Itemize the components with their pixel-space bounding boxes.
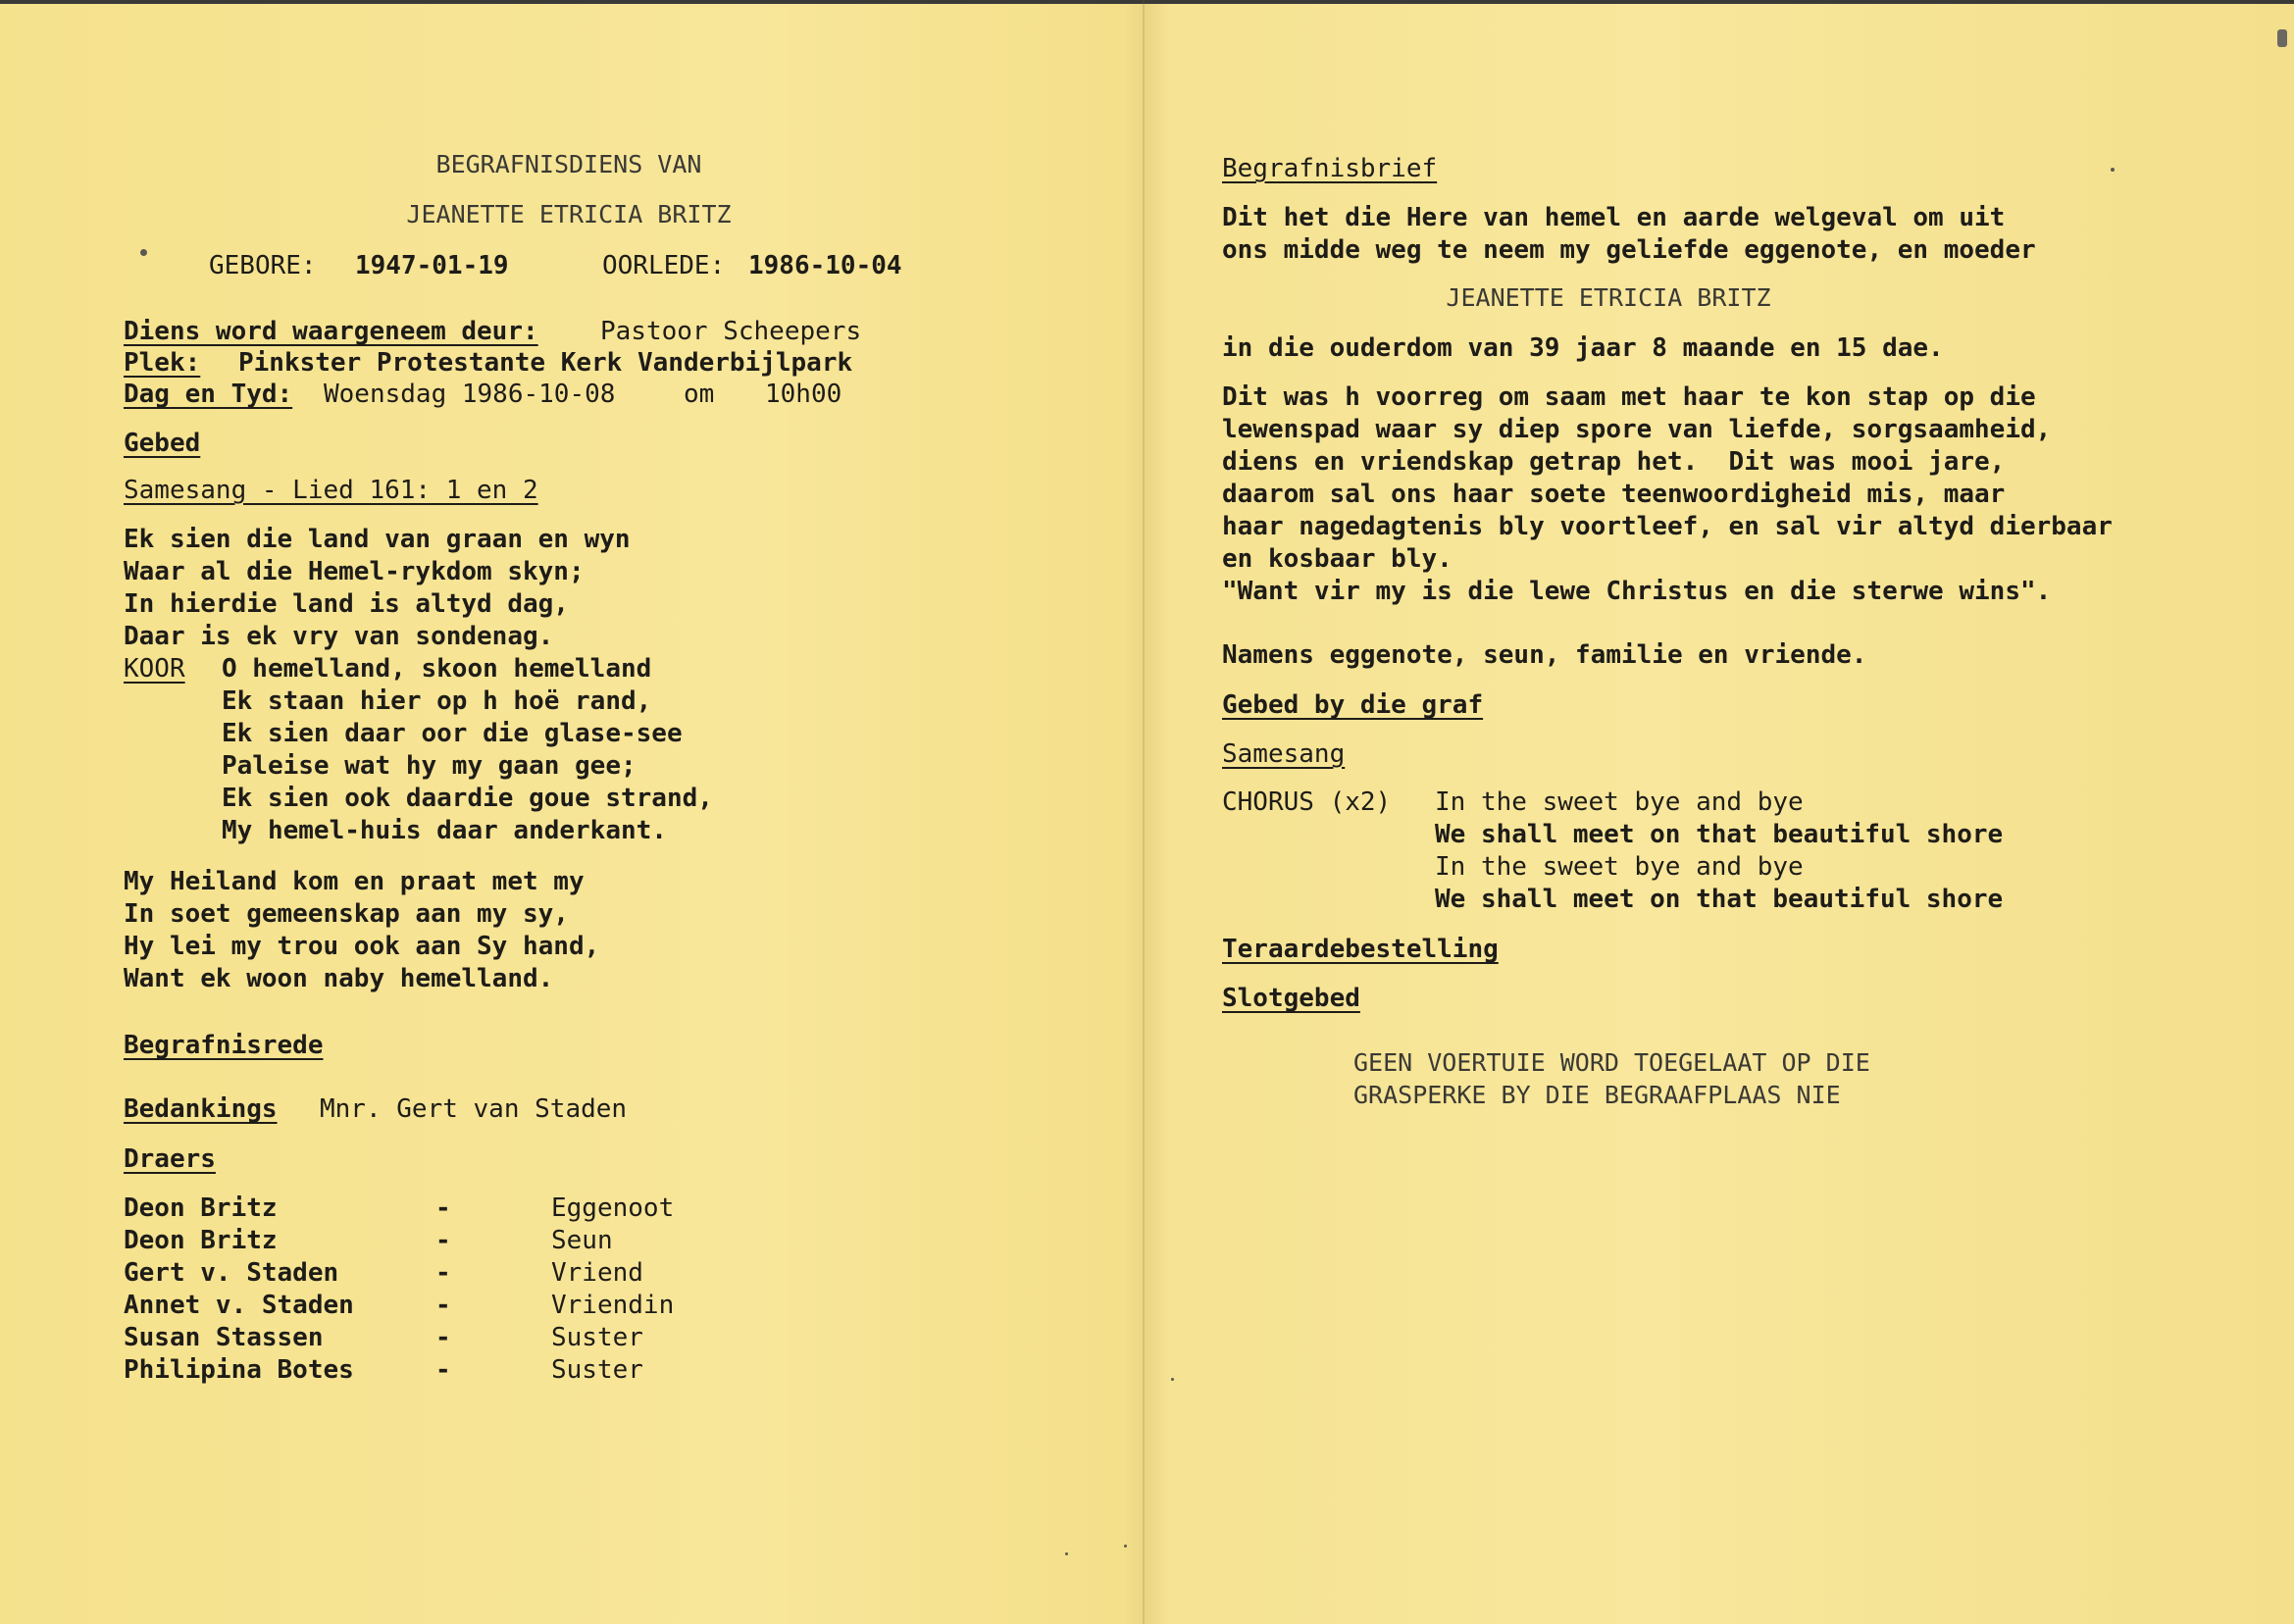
burial-heading: Teraardebestelling xyxy=(1222,935,1499,964)
chorus-line: My hemel-huis daar anderkant. xyxy=(222,816,667,845)
speck xyxy=(2111,168,2115,172)
place-value: Pinkster Protestante Kerk Vanderbijlpark xyxy=(238,348,853,378)
grave-prayer-heading: Gebed by die graf xyxy=(1222,690,1484,720)
letter-body-line: en kosbaar bly. xyxy=(1222,544,1453,574)
service-day: Woensdag 1986-10-08 xyxy=(324,380,616,409)
bearer-name: Philipina Botes xyxy=(124,1355,354,1385)
died-date: 1986-10-04 xyxy=(748,251,902,280)
age-line: in die ouderdom van 39 jaar 8 maande en 15 dae. xyxy=(1222,333,1944,363)
bearer-role: Vriend xyxy=(551,1258,643,1288)
bearer-role: Suster xyxy=(551,1323,643,1352)
center-fold xyxy=(1143,0,1145,1624)
thanks-label: Bedankings xyxy=(124,1094,278,1124)
letter-body-line: lewenspad waar sy diep spore van liefde, sorgsaamheid, xyxy=(1222,415,2052,444)
letter-body-line: haar nagedagtenis bly voortleef, en sal vir altyd dierbaar xyxy=(1222,512,2113,541)
verse-line: Waar al die Hemel-rykdom skyn; xyxy=(124,557,585,586)
bearer-role: Vriendin xyxy=(551,1291,675,1320)
closing-prayer-heading: Slotgebed xyxy=(1222,984,1360,1013)
speck xyxy=(1124,1545,1127,1548)
verse-line: In hierdie land is altyd dag, xyxy=(124,589,569,619)
service-time: 10h00 xyxy=(765,380,842,409)
bearer-role: Eggenoot xyxy=(551,1193,675,1223)
bearer-role: Seun xyxy=(551,1226,613,1255)
bearer-dash: - xyxy=(435,1291,451,1320)
service-title: BEGRAFNISDIENS VAN xyxy=(435,150,702,178)
verse-line: Want ek woon naby hemelland. xyxy=(124,964,554,993)
hymn-heading: Samesang - Lied 161: 1 en 2 xyxy=(124,476,538,505)
letter-body-line: "Want vir my is die lewe Christus en die sterwe wins". xyxy=(1222,577,2052,606)
letter-name: JEANETTE ETRICIA BRITZ xyxy=(1446,283,1771,312)
speck xyxy=(140,249,147,256)
bearer-name: Deon Britz xyxy=(124,1193,278,1223)
datetime-label: Dag en Tyd: xyxy=(124,380,293,409)
chorus-line: Ek staan hier op h hoë rand, xyxy=(222,686,652,716)
letter-heading: Begrafnisbrief xyxy=(1222,154,1438,183)
deceased-name: JEANETTE ETRICIA BRITZ xyxy=(406,200,732,228)
bearer-role: Suster xyxy=(551,1355,643,1385)
notice-line: GRASPERKE BY DIE BEGRAAFPLAAS NIE xyxy=(1353,1081,1841,1109)
prayer-heading: Gebed xyxy=(124,429,201,458)
verse-line: Hy lei my trou ook aan Sy hand, xyxy=(124,932,600,961)
died-label: OORLEDE: xyxy=(602,251,726,280)
speck xyxy=(1065,1552,1068,1555)
service-at: om xyxy=(684,380,715,409)
verse-line: My Heiland kom en praat met my xyxy=(124,867,585,896)
bearer-dash: - xyxy=(435,1226,451,1255)
eulogy-heading: Begrafnisrede xyxy=(124,1031,324,1060)
officiant-name: Pastoor Scheepers xyxy=(600,317,862,346)
bearer-dash: - xyxy=(435,1355,451,1385)
singing-heading: Samesang xyxy=(1222,739,1346,769)
chorus-line: Paleise wat hy my gaan gee; xyxy=(222,751,637,781)
place-label: Plek: xyxy=(124,348,201,378)
bearer-name: Gert v. Staden xyxy=(124,1258,339,1288)
corner-mark xyxy=(2277,29,2287,47)
bearer-name: Deon Britz xyxy=(124,1226,278,1255)
bearer-dash: - xyxy=(435,1258,451,1288)
chorus-line: Ek sien daar oor die glase-see xyxy=(222,719,683,748)
bearer-name: Susan Stassen xyxy=(124,1323,324,1352)
letter-body-line: daarom sal ons haar soete teenwoordigheid mis, maar xyxy=(1222,480,2006,509)
letter-intro-line: Dit het die Here van hemel en aarde welgeval om uit xyxy=(1222,203,2006,232)
bearer-dash: - xyxy=(435,1323,451,1352)
verse-line: Daar is ek vry van sondenag. xyxy=(124,622,554,651)
letter-body-line: Dit was h voorreg om saam met haar te kon stap op die xyxy=(1222,382,2036,412)
bearer-dash: - xyxy=(435,1193,451,1223)
bearer-name: Annet v. Staden xyxy=(124,1291,354,1320)
chorus-line: In the sweet bye and bye xyxy=(1435,787,1804,817)
speck xyxy=(1171,1378,1174,1381)
letter-body-line: diens en vriendskap getrap het. Dit was mooi jare, xyxy=(1222,447,2006,477)
chorus-line: We shall meet on that beautiful shore xyxy=(1435,820,2004,849)
bearers-heading: Draers xyxy=(124,1144,216,1174)
verse-line: Ek sien die land van graan en wyn xyxy=(124,525,631,554)
letter-intro-line: ons midde weg te neem my geliefde eggenote, en moeder xyxy=(1222,235,2036,265)
verse-line: In soet gemeenskap aan my sy, xyxy=(124,899,569,929)
chorus-label: KOOR xyxy=(124,654,185,684)
chorus-line: Ek sien ook daardie goue strand, xyxy=(222,784,713,813)
born-date: 1947-01-19 xyxy=(355,251,509,280)
chorus-label: CHORUS (x2) xyxy=(1222,787,1392,817)
thanks-name: Mnr. Gert van Staden xyxy=(320,1094,628,1124)
chorus-line: In the sweet bye and bye xyxy=(1435,852,1804,882)
notice-line: GEEN VOERTUIE WORD TOEGELAAT OP DIE xyxy=(1353,1048,1870,1077)
born-label: GEBORE: xyxy=(209,251,317,280)
letter-signoff: Namens eggenote, seun, familie en vriende. xyxy=(1222,640,1867,670)
chorus-line: O hemelland, skoon hemelland xyxy=(222,654,652,684)
top-edge xyxy=(0,0,2294,4)
chorus-line: We shall meet on that beautiful shore xyxy=(1435,885,2004,914)
officiant-label: Diens word waargeneem deur: xyxy=(124,317,538,346)
